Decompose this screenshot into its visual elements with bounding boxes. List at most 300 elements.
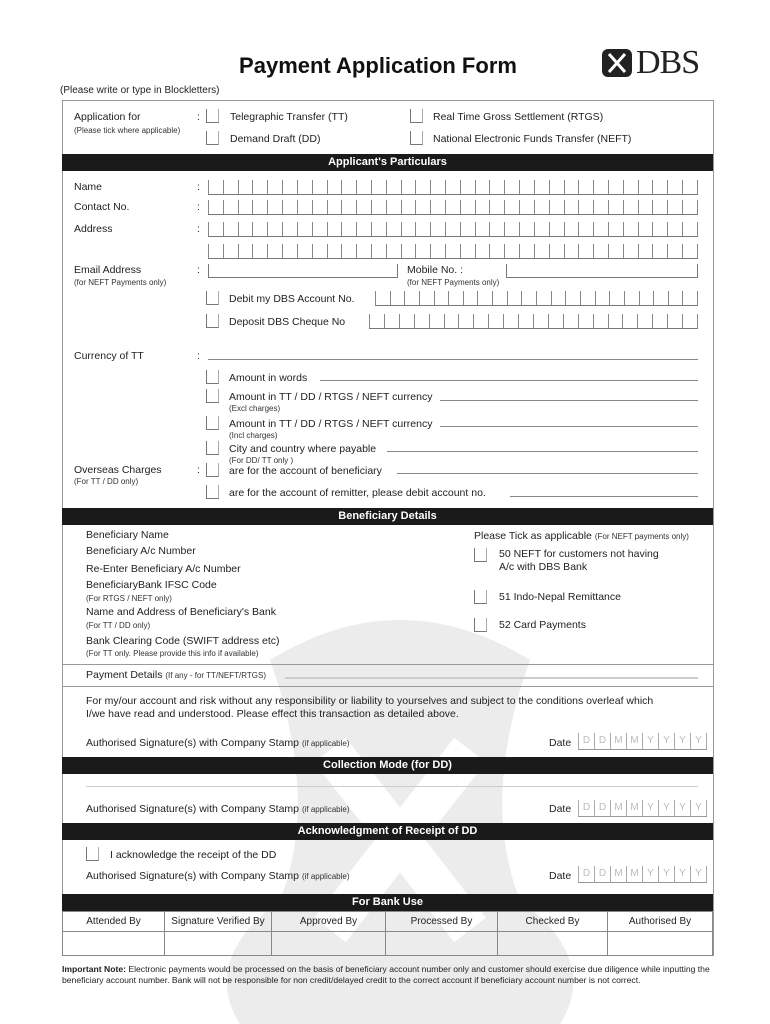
- date-cell[interactable]: Y: [658, 800, 674, 816]
- char-cell[interactable]: [312, 244, 327, 258]
- date-cell[interactable]: M: [626, 866, 642, 882]
- char-cell[interactable]: [682, 291, 698, 305]
- remitter-account-input[interactable]: [510, 496, 698, 497]
- ack-header: Acknowledgment of Receipt of DD: [62, 823, 713, 840]
- char-cell[interactable]: [238, 222, 253, 236]
- char-cell[interactable]: [282, 222, 297, 236]
- char-cell[interactable]: [534, 222, 549, 236]
- char-cell[interactable]: [419, 291, 434, 305]
- cell[interactable]: [386, 932, 498, 956]
- char-cell[interactable]: [549, 222, 564, 236]
- char-cell[interactable]: [267, 180, 282, 194]
- note-text: Electronic payments would be processed on the basis of beneficiary account number only and customer should exercise due diligence while inputting the beneficiary account number. Bank will not be responsible for non credit/delayed credit to the correct account if beneficiary account number is not correct.: [62, 964, 710, 985]
- date-cell[interactable]: D: [578, 733, 594, 749]
- char-cell[interactable]: [445, 180, 460, 194]
- char-cell[interactable]: [475, 180, 490, 194]
- char-cell[interactable]: [312, 180, 327, 194]
- date-cell[interactable]: M: [626, 800, 642, 816]
- char-cell[interactable]: [667, 222, 682, 236]
- amount-excl-input[interactable]: [440, 400, 698, 401]
- char-cell[interactable]: [564, 180, 579, 194]
- char-cell[interactable]: [327, 244, 342, 258]
- incl-sub: (Incl charges): [229, 431, 278, 440]
- char-cell[interactable]: [297, 200, 312, 214]
- char-cell[interactable]: [386, 200, 401, 214]
- char-cell[interactable]: [444, 314, 459, 328]
- beneficiary-charges-input[interactable]: [397, 473, 698, 474]
- char-cell[interactable]: [489, 180, 504, 194]
- ack-label: I acknowledge the receipt of the DD: [110, 849, 277, 861]
- colon: :: [197, 181, 200, 193]
- rtgs-checkbox[interactable]: [410, 109, 423, 123]
- char-cell[interactable]: [652, 244, 667, 258]
- char-cell[interactable]: [521, 291, 536, 305]
- char-cell[interactable]: [533, 314, 548, 328]
- date-cell[interactable]: Y: [658, 733, 674, 749]
- char-cell[interactable]: [593, 222, 608, 236]
- char-cell[interactable]: [238, 244, 253, 258]
- char-cell[interactable]: [623, 244, 638, 258]
- char-cell[interactable]: [430, 180, 445, 194]
- cheque-no-input[interactable]: [369, 314, 698, 329]
- amount-incl-input[interactable]: [440, 426, 698, 427]
- city-input[interactable]: [387, 451, 698, 452]
- char-cell[interactable]: [608, 244, 623, 258]
- char-cell[interactable]: [238, 200, 253, 214]
- char-cell[interactable]: [463, 291, 478, 305]
- date-label-3: Date: [549, 870, 572, 882]
- char-cell[interactable]: [223, 180, 238, 194]
- payment-details-input[interactable]: [285, 677, 698, 679]
- char-cell[interactable]: [548, 314, 563, 328]
- char-cell[interactable]: [682, 244, 698, 258]
- col-authorised: Authorised By: [608, 912, 713, 932]
- tt-label: Telegraphic Transfer (TT): [230, 111, 348, 123]
- date-input-1[interactable]: [578, 733, 707, 750]
- overseas-label: Overseas Charges: [74, 464, 162, 476]
- char-cell[interactable]: [595, 291, 610, 305]
- char-cell[interactable]: [445, 200, 460, 214]
- signature-label-1: [86, 737, 350, 749]
- char-cell[interactable]: [503, 314, 518, 328]
- char-cell[interactable]: [282, 180, 297, 194]
- mobile-sub: (for NEFT Payments only): [407, 278, 500, 287]
- char-cell[interactable]: [238, 180, 253, 194]
- char-cell[interactable]: [639, 291, 654, 305]
- opt52-label: 52 Card Payments: [499, 619, 586, 631]
- char-cell[interactable]: [327, 180, 342, 194]
- date-cell[interactable]: Y: [642, 733, 658, 749]
- char-cell[interactable]: [578, 200, 593, 214]
- date-cell[interactable]: Y: [690, 733, 707, 749]
- opt51-checkbox[interactable]: [474, 590, 487, 604]
- beneficiary-bank-label: Name and Address of Beneficiary's Bank: [86, 606, 276, 618]
- date-cell[interactable]: D: [578, 866, 594, 882]
- dbs-star-icon: [600, 47, 634, 79]
- char-cell[interactable]: [549, 244, 564, 258]
- char-cell[interactable]: [223, 244, 238, 258]
- char-cell[interactable]: [430, 244, 445, 258]
- signature-label-3: [86, 870, 350, 882]
- char-cell[interactable]: [608, 180, 623, 194]
- char-cell[interactable]: [534, 180, 549, 194]
- cell[interactable]: [272, 932, 386, 956]
- char-cell[interactable]: [267, 244, 282, 258]
- char-cell[interactable]: [429, 314, 444, 328]
- char-cell[interactable]: [401, 180, 416, 194]
- char-cell[interactable]: [580, 291, 595, 305]
- debit-checkbox[interactable]: [206, 291, 219, 305]
- char-cell[interactable]: [492, 291, 507, 305]
- char-cell[interactable]: [460, 222, 475, 236]
- char-cell[interactable]: [519, 222, 534, 236]
- date-input-3[interactable]: [578, 866, 707, 883]
- char-cell[interactable]: [638, 222, 653, 236]
- colon: :: [197, 264, 200, 276]
- amount-incl-checkbox[interactable]: [206, 416, 219, 430]
- char-cell[interactable]: [551, 291, 566, 305]
- char-cell[interactable]: [252, 200, 267, 214]
- char-cell[interactable]: [488, 314, 503, 328]
- char-cell[interactable]: [223, 222, 238, 236]
- char-cell[interactable]: [460, 200, 475, 214]
- char-cell[interactable]: [430, 200, 445, 214]
- char-cell[interactable]: [549, 200, 564, 214]
- char-cell[interactable]: [682, 222, 698, 236]
- char-cell[interactable]: [341, 200, 356, 214]
- currency-input[interactable]: [208, 359, 698, 360]
- char-cell[interactable]: [518, 314, 533, 328]
- char-cell[interactable]: [356, 222, 371, 236]
- signature-label-2: [86, 803, 350, 815]
- date-input-2[interactable]: [578, 800, 707, 817]
- char-cell[interactable]: [282, 244, 297, 258]
- col-signature-verified: Signature Verified By: [165, 912, 272, 932]
- beneficiary-header: Beneficiary Details: [62, 508, 713, 525]
- date-cell[interactable]: Y: [658, 866, 674, 882]
- char-cell[interactable]: [504, 200, 519, 214]
- char-cell[interactable]: [414, 314, 429, 328]
- amount-words-checkbox[interactable]: [206, 370, 219, 384]
- char-cell[interactable]: [312, 222, 327, 236]
- application-sub: (Please tick where applicable): [74, 126, 181, 135]
- date-cell[interactable]: Y: [642, 866, 658, 882]
- declaration-line-1: For my/our account and risk without any responsibility or liability to yourselves and subject to the conditions overleaf which: [86, 695, 654, 707]
- remitter-charges-checkbox[interactable]: [206, 485, 219, 499]
- char-cell[interactable]: [608, 222, 623, 236]
- col-processed: Processed By: [386, 912, 498, 932]
- colon: :: [197, 350, 200, 362]
- city-checkbox[interactable]: [206, 441, 219, 455]
- char-cell[interactable]: [208, 200, 223, 214]
- opt52-checkbox[interactable]: [474, 618, 487, 632]
- divider: [62, 664, 713, 665]
- char-cell[interactable]: [489, 200, 504, 214]
- char-cell[interactable]: [622, 314, 637, 328]
- char-cell[interactable]: [415, 200, 430, 214]
- date-cell[interactable]: Y: [642, 800, 658, 816]
- date-cell[interactable]: Y: [674, 866, 690, 882]
- char-cell[interactable]: [208, 180, 223, 194]
- opt50-checkbox[interactable]: [474, 548, 487, 562]
- char-cell[interactable]: [534, 244, 549, 258]
- char-cell[interactable]: [208, 244, 223, 258]
- date-cell[interactable]: D: [578, 800, 594, 816]
- char-cell[interactable]: [504, 244, 519, 258]
- char-cell[interactable]: [356, 200, 371, 214]
- beneficiary-name-label: Beneficiary Name: [86, 529, 169, 541]
- date-cell[interactable]: D: [594, 733, 610, 749]
- signature-text: Authorised Signature(s) with Company Stamp: [86, 870, 300, 882]
- contact-input[interactable]: [208, 200, 698, 215]
- char-cell[interactable]: [401, 200, 416, 214]
- char-cell[interactable]: [507, 291, 522, 305]
- char-cell[interactable]: [534, 200, 549, 214]
- char-cell[interactable]: [460, 244, 475, 258]
- char-cell[interactable]: [578, 180, 593, 194]
- char-cell[interactable]: [668, 291, 683, 305]
- ack-checkbox[interactable]: [86, 847, 99, 861]
- tick-sub: (For NEFT payments only): [594, 532, 689, 541]
- char-cell[interactable]: [608, 314, 623, 328]
- char-cell[interactable]: [638, 180, 653, 194]
- char-cell[interactable]: [252, 222, 267, 236]
- char-cell[interactable]: [384, 314, 399, 328]
- char-cell[interactable]: [504, 180, 519, 194]
- char-cell[interactable]: [341, 222, 356, 236]
- char-cell[interactable]: [593, 314, 608, 328]
- char-cell[interactable]: [415, 244, 430, 258]
- tt-checkbox[interactable]: [206, 109, 219, 123]
- char-cell[interactable]: [369, 314, 384, 328]
- dd-checkbox[interactable]: [206, 131, 219, 145]
- bank-use-table: [62, 911, 713, 956]
- opt50-label-2: A/c with DBS Bank: [499, 561, 588, 573]
- char-cell[interactable]: [386, 180, 401, 194]
- char-cell[interactable]: [356, 244, 371, 258]
- char-cell[interactable]: [267, 200, 282, 214]
- char-cell[interactable]: [475, 222, 490, 236]
- cell[interactable]: [165, 932, 272, 956]
- dbs-logo: [600, 44, 699, 82]
- char-cell[interactable]: [578, 244, 593, 258]
- cell[interactable]: [608, 932, 713, 956]
- char-cell[interactable]: [609, 291, 624, 305]
- char-cell[interactable]: [401, 244, 416, 258]
- char-cell[interactable]: [475, 244, 490, 258]
- clearing-sub: (For TT only. Please provide this info if available): [86, 649, 259, 658]
- char-cell[interactable]: [252, 244, 267, 258]
- neft-label: National Electronic Funds Transfer (NEFT): [433, 133, 632, 145]
- char-cell[interactable]: [652, 180, 667, 194]
- char-cell[interactable]: [386, 244, 401, 258]
- char-cell[interactable]: [341, 180, 356, 194]
- char-cell[interactable]: [593, 200, 608, 214]
- col-checked: Checked By: [498, 912, 608, 932]
- cell[interactable]: [498, 932, 608, 956]
- char-cell[interactable]: [652, 314, 667, 328]
- char-cell[interactable]: [430, 222, 445, 236]
- signature-sub: (if applicable): [301, 872, 350, 881]
- char-cell[interactable]: [593, 180, 608, 194]
- payment-text: Payment Details: [86, 669, 163, 681]
- char-cell[interactable]: [356, 180, 371, 194]
- char-cell[interactable]: [312, 200, 327, 214]
- city-sub: (For DD/ TT only ): [229, 456, 294, 465]
- amount-words-input[interactable]: [320, 380, 698, 381]
- char-cell[interactable]: [489, 222, 504, 236]
- char-cell[interactable]: [475, 200, 490, 214]
- opt51-label: 51 Indo-Nepal Remittance: [499, 591, 621, 603]
- char-cell[interactable]: [434, 291, 449, 305]
- char-cell[interactable]: [519, 244, 534, 258]
- char-cell[interactable]: [519, 200, 534, 214]
- date-cell[interactable]: Y: [674, 733, 690, 749]
- date-cell[interactable]: M: [610, 800, 626, 816]
- deposit-label: Deposit DBS Cheque No: [229, 316, 346, 328]
- char-cell[interactable]: [297, 244, 312, 258]
- colon: :: [197, 111, 200, 123]
- email-input[interactable]: [208, 264, 398, 278]
- beneficiary-charges-label: are for the account of beneficiary: [229, 465, 382, 477]
- char-cell[interactable]: [282, 200, 297, 214]
- date-label-1: Date: [549, 737, 572, 749]
- char-cell[interactable]: [549, 180, 564, 194]
- char-cell[interactable]: [375, 291, 390, 305]
- city-label: City and country where payable: [229, 443, 377, 455]
- char-cell[interactable]: [297, 180, 312, 194]
- applicant-header: Applicant's Particulars: [62, 154, 713, 171]
- char-cell[interactable]: [536, 291, 551, 305]
- mobile-input[interactable]: [506, 264, 698, 278]
- char-cell[interactable]: [223, 200, 238, 214]
- char-cell[interactable]: [578, 222, 593, 236]
- char-cell[interactable]: [460, 180, 475, 194]
- ifsc-sub: (For RTGS / NEFT only): [86, 594, 172, 603]
- bank-sub: (For TT / DD only): [86, 621, 151, 630]
- char-cell[interactable]: [390, 291, 405, 305]
- char-cell[interactable]: [564, 244, 579, 258]
- char-cell[interactable]: [267, 222, 282, 236]
- tick-text: Please Tick as applicable: [474, 530, 592, 542]
- char-cell[interactable]: [667, 180, 682, 194]
- char-cell[interactable]: [208, 222, 223, 236]
- char-cell[interactable]: [458, 314, 473, 328]
- char-cell[interactable]: [504, 222, 519, 236]
- char-cell[interactable]: [623, 200, 638, 214]
- char-cell[interactable]: [297, 222, 312, 236]
- char-cell[interactable]: [341, 244, 356, 258]
- date-cell[interactable]: M: [610, 733, 626, 749]
- char-cell[interactable]: [477, 291, 492, 305]
- neft-checkbox[interactable]: [410, 131, 423, 145]
- char-cell[interactable]: [608, 200, 623, 214]
- char-cell[interactable]: [578, 314, 593, 328]
- date-cell[interactable]: Y: [674, 800, 690, 816]
- address-input-1[interactable]: [208, 222, 698, 237]
- signature-sub: (if applicable): [301, 805, 350, 814]
- date-cell[interactable]: D: [594, 866, 610, 882]
- date-cell[interactable]: M: [610, 866, 626, 882]
- char-cell[interactable]: [445, 222, 460, 236]
- deposit-checkbox[interactable]: [206, 314, 219, 328]
- char-cell[interactable]: [667, 314, 682, 328]
- char-cell[interactable]: [252, 180, 267, 194]
- name-input[interactable]: [208, 180, 698, 195]
- char-cell[interactable]: [623, 222, 638, 236]
- char-cell[interactable]: [637, 314, 652, 328]
- char-cell[interactable]: [415, 180, 430, 194]
- char-cell[interactable]: [404, 291, 419, 305]
- char-cell[interactable]: [448, 291, 463, 305]
- char-cell[interactable]: [386, 222, 401, 236]
- char-cell[interactable]: [565, 291, 580, 305]
- char-cell[interactable]: [667, 200, 682, 214]
- char-cell[interactable]: [327, 200, 342, 214]
- signature-text: Authorised Signature(s) with Company Stamp: [86, 737, 300, 749]
- reenter-acno-label: Re-Enter Beneficiary A/c Number: [86, 563, 241, 575]
- char-cell[interactable]: [327, 222, 342, 236]
- overseas-sub: (For TT / DD only): [74, 477, 139, 486]
- char-cell[interactable]: [415, 222, 430, 236]
- address-label: Address: [74, 223, 113, 235]
- char-cell[interactable]: [682, 314, 698, 328]
- char-cell[interactable]: [401, 222, 416, 236]
- char-cell[interactable]: [445, 244, 460, 258]
- char-cell[interactable]: [624, 291, 639, 305]
- char-cell[interactable]: [623, 180, 638, 194]
- amount-excl-checkbox[interactable]: [206, 389, 219, 403]
- address-input-2[interactable]: [208, 244, 698, 259]
- colon: :: [197, 223, 200, 235]
- date-cell[interactable]: M: [626, 733, 642, 749]
- beneficiary-charges-checkbox[interactable]: [206, 463, 219, 477]
- char-cell[interactable]: [473, 314, 488, 328]
- signature-sub: (if applicable): [301, 739, 350, 748]
- char-cell[interactable]: [564, 222, 579, 236]
- char-cell[interactable]: [652, 222, 667, 236]
- char-cell[interactable]: [371, 200, 386, 214]
- char-cell[interactable]: [638, 244, 653, 258]
- cell[interactable]: [63, 932, 165, 956]
- remitter-charges-label: are for the account of remitter, please debit account no.: [229, 487, 486, 499]
- char-cell[interactable]: [563, 314, 578, 328]
- char-cell[interactable]: [519, 180, 534, 194]
- char-cell[interactable]: [682, 200, 698, 214]
- date-cell[interactable]: Y: [690, 866, 707, 882]
- char-cell[interactable]: [653, 291, 668, 305]
- date-label-2: Date: [549, 803, 572, 815]
- char-cell[interactable]: [399, 314, 414, 328]
- char-cell[interactable]: [638, 200, 653, 214]
- char-cell[interactable]: [564, 200, 579, 214]
- amount-words-label: Amount in words: [229, 372, 308, 384]
- char-cell[interactable]: [682, 180, 698, 194]
- char-cell[interactable]: [667, 244, 682, 258]
- debit-account-input[interactable]: [375, 291, 698, 306]
- char-cell[interactable]: [652, 200, 667, 214]
- name-label: Name: [74, 181, 103, 193]
- char-cell[interactable]: [489, 244, 504, 258]
- char-cell[interactable]: [371, 222, 386, 236]
- char-cell[interactable]: [371, 180, 386, 194]
- email-sub: (for NEFT Payments only): [74, 278, 167, 287]
- collection-input[interactable]: [86, 786, 698, 787]
- char-cell[interactable]: [371, 244, 386, 258]
- char-cell[interactable]: [593, 244, 608, 258]
- date-cell[interactable]: D: [594, 800, 610, 816]
- date-cell[interactable]: Y: [690, 800, 707, 816]
